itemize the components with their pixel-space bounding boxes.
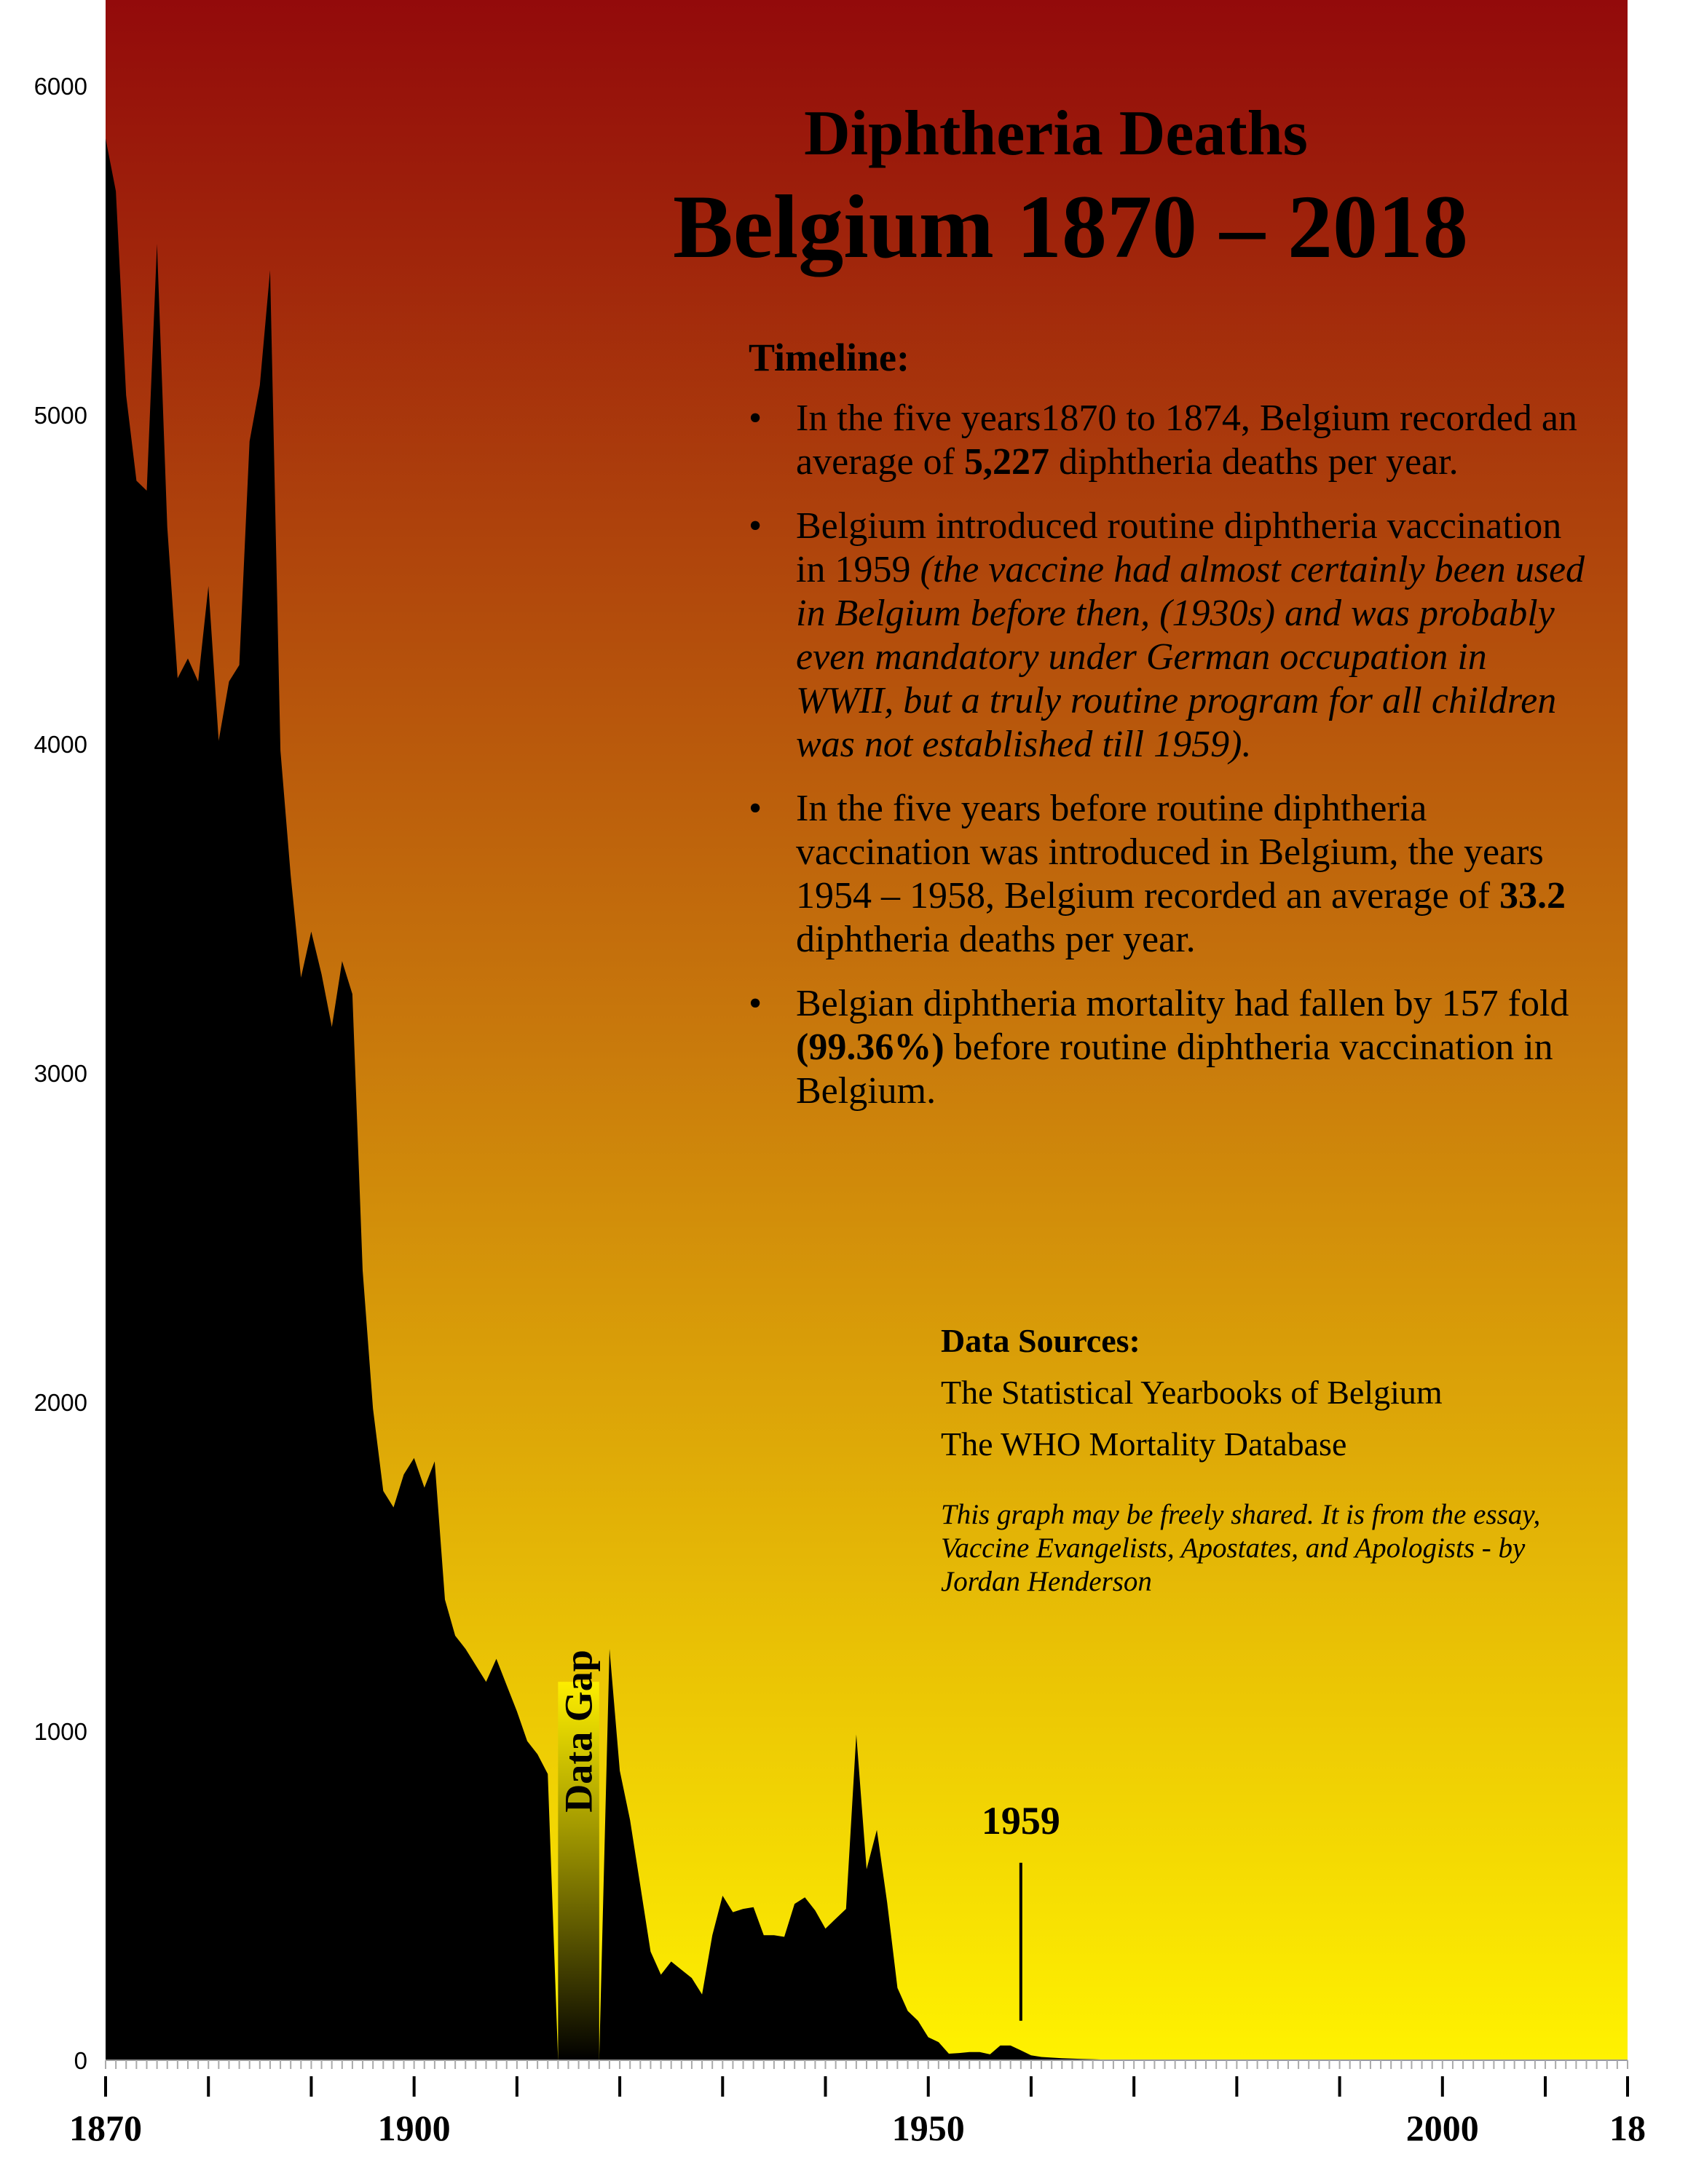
- timeline-list: [749, 397, 1586, 1133]
- x-tick-label: 1950: [891, 2108, 965, 2148]
- x-tick-label: 18: [1609, 2108, 1646, 2148]
- timeline-item-4: [749, 982, 1586, 1113]
- timeline-item-2: [749, 505, 1586, 767]
- timeline-text: diphtheria deaths per year.: [1049, 441, 1459, 483]
- y-tick-label: 6000: [33, 73, 87, 100]
- bullet: •: [749, 788, 762, 829]
- x-axis-major-ticks: [106, 2076, 1628, 2097]
- timeline-text: In the five years1870 to 1874, Belgium recorded an average of: [796, 397, 1577, 483]
- y-tick-label: 0: [74, 2047, 87, 2074]
- y-tick-label: 2000: [33, 1389, 87, 1416]
- y-tick-label: 3000: [33, 1060, 87, 1087]
- x-tick-label: 2000: [1405, 2108, 1479, 2148]
- timeline-text: diphtheria deaths per year.: [796, 919, 1196, 960]
- timeline-heading: Timeline:: [749, 336, 910, 379]
- timeline-item-1: [749, 397, 1586, 484]
- x-tick-label: 1900: [377, 2108, 451, 2148]
- timeline-text: Belgium introduced routine diphtheria vaccination in 1959: [796, 505, 1562, 590]
- timeline-highlight: 5,227: [963, 441, 1049, 483]
- x-axis-minor-ticks: [106, 2060, 1628, 2069]
- timeline-italic-note: (the vaccine had almost certainly been used in Belgium before then, (1930s) and was probably even mandatory under German occupation in WWII, but a truly routine program for all children was not established till 1959).: [796, 549, 1585, 765]
- credit-note: This graph may be freely shared. It is from the essay, Vaccine Evangelists, Apostates, and Apologists - by Jordan Henderson: [941, 1499, 1541, 1597]
- x-tick-label: 1870: [69, 2108, 142, 2148]
- timeline-text: In the five years before routine diphtheria vaccination was introduced in Belgium, the years 1954 – 1958, Belgium recorded an average of: [796, 788, 1544, 917]
- data-gap-label: Data Gap: [556, 1650, 601, 1813]
- bullet: •: [749, 983, 762, 1024]
- y-tick-label: 1000: [33, 1718, 87, 1745]
- data-sources: [941, 1321, 1443, 1463]
- y-tick-label: 4000: [33, 731, 87, 758]
- timeline-highlight: 33.2: [1499, 875, 1566, 917]
- timeline-item-3: [749, 787, 1586, 962]
- x-axis-labels: [69, 2108, 1646, 2148]
- source-who-database: The WHO Mortality Database: [941, 1425, 1347, 1463]
- y-axis: [34, 73, 87, 2074]
- y-tick-label: 5000: [33, 402, 87, 429]
- bullet: •: [749, 397, 762, 439]
- chart-title: Diphtheria Deaths: [804, 98, 1308, 169]
- source-statistical-yearbooks: The Statistical Yearbooks of Belgium: [941, 1374, 1443, 1411]
- chart-subtitle: Belgium 1870 – 2018: [673, 177, 1468, 277]
- timeline-text: before routine diphtheria vaccination in Belgium.: [796, 1026, 1553, 1112]
- timeline-text: Belgian diphtheria mortality had fallen by 157 fold: [796, 983, 1569, 1024]
- sources-heading: Data Sources:: [941, 1322, 1140, 1359]
- timeline-highlight: (99.36%): [796, 1026, 944, 1068]
- bullet: •: [749, 505, 762, 547]
- vaccination-1959-label: 1959: [981, 1798, 1060, 1843]
